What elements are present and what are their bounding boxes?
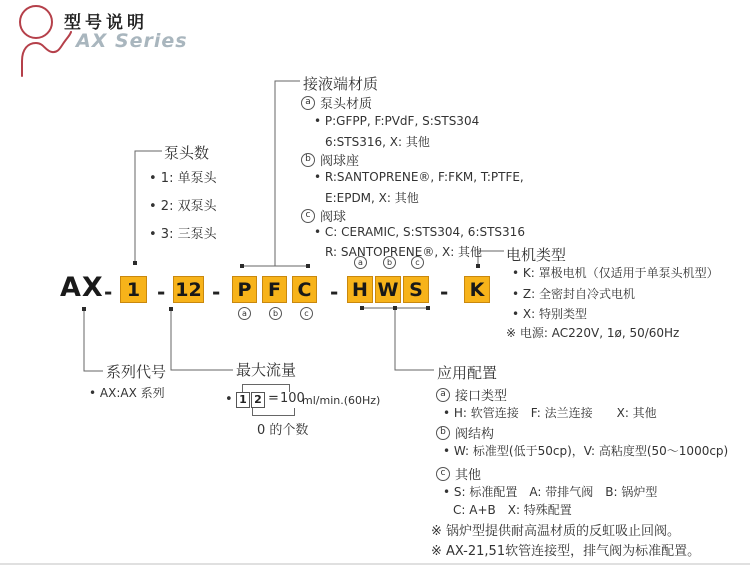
flow-caption: 0 的个数 <box>257 423 309 438</box>
motor-item: • K: 罩极电机（仅适用于单泵头机型） <box>512 266 719 280</box>
app-note: ※ 锅炉型提供耐高温材质的反虹吸止回阀。 <box>431 524 681 539</box>
code-dash: - <box>440 280 449 304</box>
marker-c-icon: c <box>436 467 450 481</box>
code-box-app-b: W <box>375 276 401 303</box>
page-title: 型号说明 <box>64 13 148 33</box>
wetted-group-c-label: 阀球 <box>320 210 347 225</box>
motor-title: 电机类型 <box>506 246 567 264</box>
series-title: 系列代号 <box>106 363 167 381</box>
pump-heads-item: • 3: 三泵头 <box>149 227 217 242</box>
wetted-c-line: • C: CERAMIC, S:STS304, 6:STS316 <box>314 225 525 239</box>
flow-equals: = <box>268 391 279 406</box>
app-group-c <box>436 464 481 483</box>
app-c-line: C: A+B X: 特殊配置 <box>453 503 572 517</box>
motor-power-note: ※ 电源: AC220V, 1ø, 50/60Hz <box>506 326 680 340</box>
app-b-line: • W: 标准型(低于50cp)，V: 高粘度型(50～1000cp) <box>443 444 729 458</box>
wetted-c-line: R: SANTOPRENE®, X: 其他 <box>325 245 483 259</box>
wetted-group-b-label: 阀球座 <box>320 154 360 169</box>
app-title: 应用配置 <box>437 364 498 382</box>
app-c-line: • S: 标准配置 A: 带排气阀 B: 锅炉型 <box>443 485 658 499</box>
marker-b-icon: b <box>383 256 396 269</box>
pump-heads-title: 泵头数 <box>164 144 210 162</box>
wetted-group-c <box>301 206 346 225</box>
wetted-group-b <box>301 150 359 169</box>
marker-b-icon: b <box>436 426 450 440</box>
flow-bracket-top <box>242 384 290 392</box>
code-box-wetted-c: C <box>292 276 317 303</box>
code-prefix: AX <box>60 272 104 303</box>
app-group-a-label: 接口类型 <box>455 389 508 404</box>
motor-item: • Z: 全密封自冷式电机 <box>512 287 635 301</box>
leader-wetted <box>275 81 300 266</box>
code-dash: - <box>330 280 339 304</box>
code-box-flow: 12 <box>173 276 204 303</box>
marker-c-icon: c <box>300 307 313 320</box>
app-group-b <box>436 423 494 442</box>
app-group-a <box>436 385 507 404</box>
leader-app <box>395 308 434 370</box>
code-box-wetted-b: F <box>262 276 287 303</box>
leader-flow <box>171 309 233 370</box>
flow-digit-box-2: 2 <box>251 392 265 408</box>
flow-bracket-bottom <box>252 408 295 416</box>
code-dash: - <box>212 280 221 304</box>
wetted-b-line: • R:SANTOPRENE®, F:FKM, T:PTFE, <box>314 170 524 184</box>
pump-heads-item: • 1: 单泵头 <box>149 171 217 186</box>
flow-unit: ml/min.(60Hz) <box>302 394 381 407</box>
wetted-title: 接液端材质 <box>303 75 379 93</box>
code-box-app-c: S <box>403 276 429 303</box>
page-subtitle: AX Series <box>76 30 188 52</box>
code-box-app-a: H <box>347 276 373 303</box>
code-box-head-count: 1 <box>120 276 147 303</box>
flow-bullet: • <box>225 392 233 407</box>
code-box-motor: K <box>464 276 490 303</box>
marker-a-icon: a <box>436 388 450 402</box>
wetted-group-a-label: 泵头材质 <box>320 97 373 112</box>
marker-a-icon: a <box>238 307 251 320</box>
code-dash: - <box>157 280 166 304</box>
marker-b-icon: b <box>269 307 282 320</box>
marker-a-icon: a <box>301 96 315 110</box>
wetted-a-line: • P:GFPP, F:PVdF, S:STS304 <box>314 114 480 128</box>
motor-item: • X: 特别类型 <box>512 307 587 321</box>
code-box-wetted-a: P <box>232 276 257 303</box>
flow-value: 100 <box>280 391 305 406</box>
app-note: ※ AX-21,51软管连接型，排气阀为标准配置。 <box>431 544 701 559</box>
flow-title: 最大流量 <box>236 361 297 379</box>
app-group-b-label: 阀结构 <box>455 427 495 442</box>
app-group-c-label: 其他 <box>455 468 482 483</box>
marker-a-icon: a <box>354 256 367 269</box>
wetted-a-line: 6:STS316, X: 其他 <box>325 135 430 149</box>
marker-b-icon: b <box>301 153 315 167</box>
marker-c-icon: c <box>411 256 424 269</box>
wetted-b-line: E:EPDM, X: 其他 <box>325 191 419 205</box>
wetted-group-a <box>301 93 372 112</box>
leader-series <box>84 309 103 371</box>
series-item: • AX:AX 系列 <box>89 386 165 400</box>
code-dash: - <box>104 280 113 304</box>
app-a-line: • H: 软管连接 F: 法兰连接 X: 其他 <box>443 406 657 420</box>
marker-c-icon: c <box>301 209 315 223</box>
flow-digit-box-1: 1 <box>236 392 250 408</box>
pump-heads-item: • 2: 双泵头 <box>149 199 217 214</box>
